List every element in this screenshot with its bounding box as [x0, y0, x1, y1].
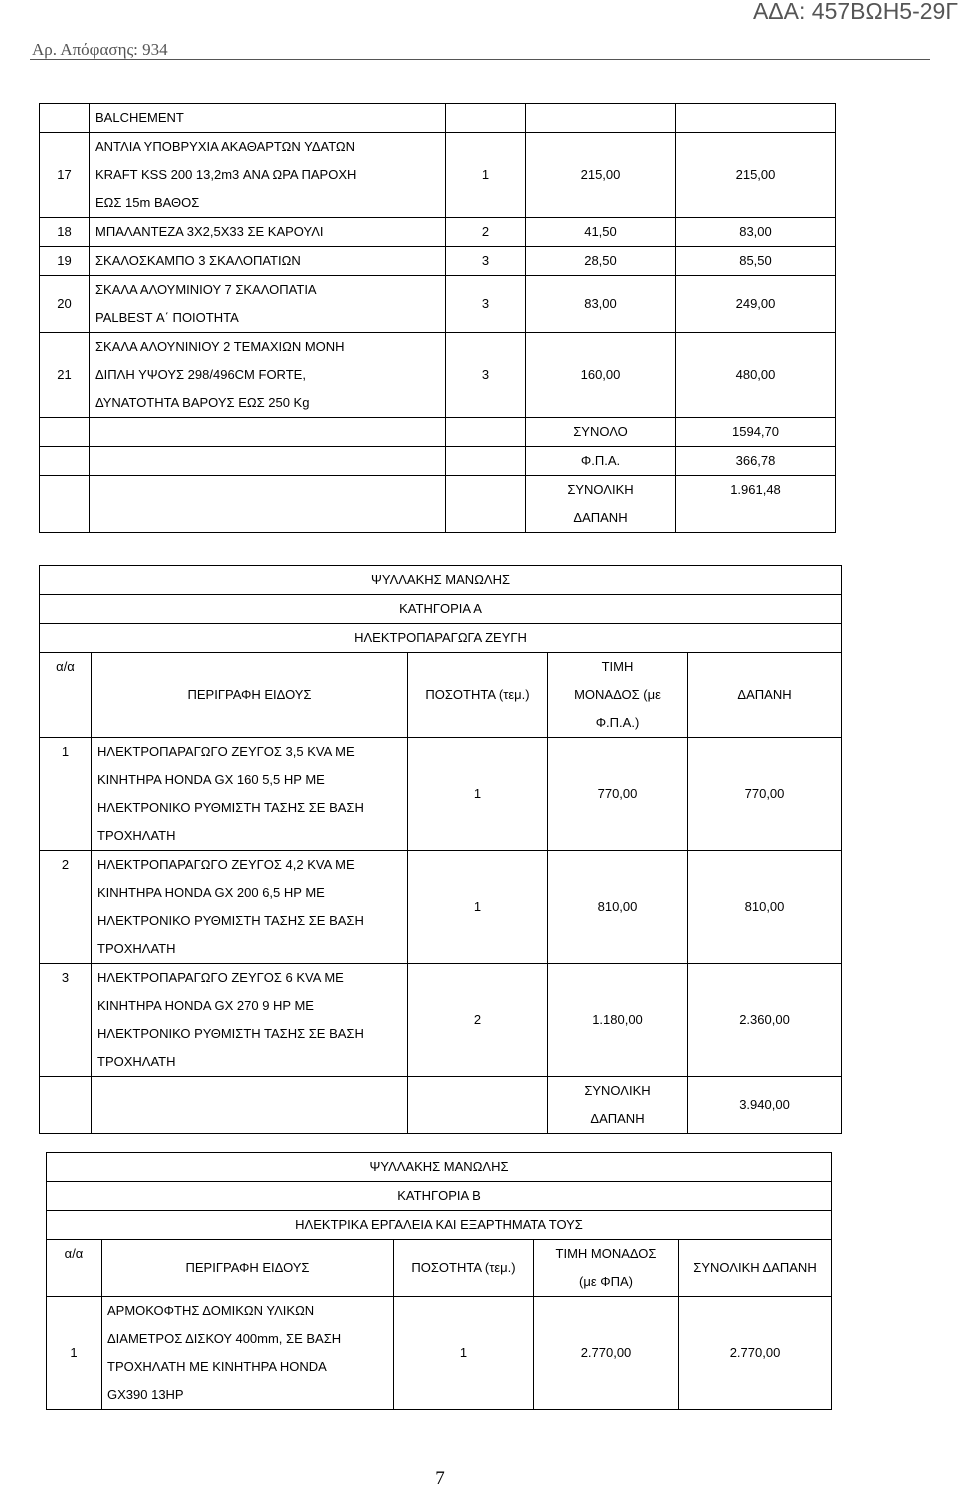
grand-total-spacer — [92, 1077, 408, 1134]
vat-label — [526, 447, 676, 476]
decision-number: Αρ. Απόφασης: 934 — [32, 40, 168, 59]
table-row — [47, 1297, 832, 1410]
item-total: 480,00 — [676, 333, 836, 418]
item-description-line: ΗΛΕΚΤΡΟΠΑΡΑΓΩΓΟ ΖΕΥΓΟΣ 6 KVA ΜΕ — [97, 970, 344, 985]
summary-spacer — [40, 418, 90, 447]
item-description-line: GX390 13HP — [107, 1387, 184, 1402]
item-unit-price: 41,50 — [526, 218, 676, 247]
item-unit-price: 215,00 — [526, 133, 676, 218]
table-row — [40, 133, 836, 218]
item-description-line: ΗΛΕΚΤΡΟΠΑΡΑΓΩΓΟ ΖΕΥΓΟΣ 3,5 KVA ΜΕ — [97, 744, 355, 759]
header-description: ΠΕΡΙΓΡΑΦΗ ΕΙΔΟΥΣ — [102, 1240, 394, 1297]
header-aa: α/α — [40, 653, 92, 738]
table-row — [40, 276, 836, 333]
item-description — [90, 218, 446, 247]
category-subject: ΗΛΕΚΤΡΟΠΑΡΑΓΩΓΑ ΖΕΥΓΗ — [40, 624, 842, 653]
item-total: 83,00 — [676, 218, 836, 247]
ada-code: ΑΔΑ: 457ΒΩΗ5-29Γ — [752, 0, 958, 24]
item-description-line: ΑΝΤΛΙΑ ΥΠΟΒΡΥΧΙΑ ΑΚΑΘΑΡΤΩΝ ΥΔΑΤΩΝ — [95, 139, 356, 154]
table-row — [40, 218, 836, 247]
summary-spacer — [446, 476, 526, 533]
summary-spacer — [40, 476, 90, 533]
header-divider — [30, 59, 930, 60]
grand-total — [40, 476, 836, 533]
item-description-line: ΔΙΑΜΕΤΡΟΣ ΔΙΣΚΟΥ 400mm, ΣΕ ΒΑΣΗ — [107, 1331, 342, 1346]
item-quantity: 1 — [408, 738, 548, 851]
item-number: 18 — [40, 218, 90, 247]
summary-spacer — [446, 447, 526, 476]
item-quantity: 2 — [446, 218, 526, 247]
item-description-line: ΗΛΕΚΤΡΟΝΙΚΟ ΡΥΘΜΙΣΤΗ ΤΑΣΗΣ ΣΕ ΒΑΣΗ — [97, 800, 364, 815]
item-unit-price: 770,00 — [548, 738, 688, 851]
table-row — [40, 964, 842, 1077]
vat — [40, 447, 836, 476]
item-description-line: ΣΚΑΛΑ ΑΛΟΥΜΙΝΙΟΥ 7 ΣΚΑΛΟΠΑΤΙΑ — [95, 282, 317, 297]
subtotal — [40, 418, 836, 447]
grand-total-value: 1.961,48 — [676, 476, 836, 533]
item-description-line: ΚΙΝΗΤΗΡΑ HONDA GX 270 9 HP ΜΕ — [97, 998, 314, 1013]
item-description-line: KRAFT KSS 200 13,2m3 ΑΝΑ ΩΡΑ ΠΑΡΟΧΗ — [95, 167, 357, 182]
item-description — [92, 851, 408, 964]
item-quantity: 1 — [394, 1297, 534, 1410]
summary-spacer — [446, 418, 526, 447]
item-total: 249,00 — [676, 276, 836, 333]
subtotal-value: 1594,70 — [676, 418, 836, 447]
item-description-line: PALBEST Α΄ ΠΟΙΟΤΗΤΑ — [95, 310, 239, 325]
item-description — [92, 738, 408, 851]
category-label: ΚΑΤΗΓΟΡΙΑ Β — [47, 1182, 832, 1211]
item-description-line: BALCHEMENT — [95, 110, 184, 125]
item-description — [90, 104, 446, 133]
item-description-line: ΔΥΝΑΤΟΤΗΤΑ ΒΑΡΟΥΣ ΕΩΣ 250 Kg — [95, 395, 310, 410]
header-unit-price — [548, 653, 688, 738]
items-table-3 — [46, 1152, 832, 1410]
grand-total-spacer — [408, 1077, 548, 1134]
table-row — [40, 333, 836, 418]
item-unit-price — [526, 104, 676, 133]
item-unit-price: 810,00 — [548, 851, 688, 964]
item-quantity — [446, 104, 526, 133]
item-total — [676, 104, 836, 133]
vat-value: 366,78 — [676, 447, 836, 476]
item-unit-price: 83,00 — [526, 276, 676, 333]
item-total: 215,00 — [676, 133, 836, 218]
items-table-2-body — [40, 738, 842, 1077]
item-number: 1 — [47, 1297, 102, 1410]
item-number: 1 — [40, 738, 92, 851]
summary-spacer — [40, 447, 90, 476]
category-label: ΚΑΤΗΓΟΡΙΑ Α — [40, 595, 842, 624]
subtotal-label-line: ΣΥΝΟΛΟ — [573, 424, 628, 439]
header-total: ΔΑΠΑΝΗ — [688, 653, 842, 738]
items-table-1-body — [40, 104, 836, 533]
item-total: 810,00 — [688, 851, 842, 964]
item-number: 2 — [40, 851, 92, 964]
item-description-line: ΤΡΟΧΗΛΑΤΗ — [97, 828, 176, 843]
item-total: 2.360,00 — [688, 964, 842, 1077]
item-number: 19 — [40, 247, 90, 276]
item-description-line: ΕΩΣ 15m ΒΑΘΟΣ — [95, 195, 200, 210]
item-description — [90, 276, 446, 333]
item-quantity: 1 — [408, 851, 548, 964]
item-description — [102, 1297, 394, 1410]
header-quantity: ΠΟΣΟΤΗΤΑ (τεμ.) — [408, 653, 548, 738]
grand-total-label-line: ΣΥΝΟΛΙΚΗ — [567, 482, 634, 497]
summary-spacer — [90, 447, 446, 476]
header-unit-price-line: (με ΦΠΑ) — [579, 1274, 633, 1289]
table-row — [40, 247, 836, 276]
item-quantity: 3 — [446, 333, 526, 418]
header-quantity: ΠΟΣΟΤΗΤΑ (τεμ.) — [394, 1240, 534, 1297]
item-unit-price: 1.180,00 — [548, 964, 688, 1077]
subtotal-label — [526, 418, 676, 447]
item-quantity: 3 — [446, 276, 526, 333]
item-number: 21 — [40, 333, 90, 418]
header-unit-price-line: ΜΟΝΑΔΟΣ (με — [574, 687, 661, 702]
item-description-line: ΚΙΝΗΤΗΡΑ HONDA GX 200 6,5 HP ΜΕ — [97, 885, 325, 900]
header-unit-price — [534, 1240, 679, 1297]
header-unit-price-line: ΤΙΜΗ — [601, 659, 634, 674]
item-unit-price: 160,00 — [526, 333, 676, 418]
table-row — [40, 104, 836, 133]
item-unit-price: 2.770,00 — [534, 1297, 679, 1410]
table-row — [40, 851, 842, 964]
grand-total-spacer — [40, 1077, 92, 1134]
item-description-line: ΣΚΑΛΟΣΚΑΜΠΟ 3 ΣΚΑΛΟΠΑΤΙΩΝ — [95, 253, 301, 268]
item-description-line: ΗΛΕΚΤΡΟΠΑΡΑΓΩΓΟ ΖΕΥΓΟΣ 4,2 KVA ΜΕ — [97, 857, 355, 872]
item-description-line: ΗΛΕΚΤΡΟΝΙΚΟ ΡΥΘΜΙΣΤΗ ΤΑΣΗΣ ΣΕ ΒΑΣΗ — [97, 913, 364, 928]
supplier-name: ΨΥΛΛΑΚΗΣ ΜΑΝΩΛΗΣ — [47, 1153, 832, 1182]
item-total: 2.770,00 — [679, 1297, 832, 1410]
header-aa: α/α — [47, 1240, 102, 1297]
item-total: 85,50 — [676, 247, 836, 276]
header-total: ΣΥΝΟΛΙΚΗ ΔΑΠΑΝΗ — [679, 1240, 832, 1297]
vat-label-line: Φ.Π.Α. — [580, 453, 621, 468]
item-number: 17 — [40, 133, 90, 218]
item-description-line: ΔΙΠΛΗ ΥΨΟΥΣ 298/496CM FORTE, — [95, 367, 306, 382]
item-number: 3 — [40, 964, 92, 1077]
header-unit-price-line: Φ.Π.Α.) — [595, 715, 640, 730]
grand-total-label-line: ΣΥΝΟΛΙΚΗ — [584, 1083, 651, 1098]
page-number: 7 — [435, 1468, 445, 1487]
item-number: 20 — [40, 276, 90, 333]
item-unit-price: 28,50 — [526, 247, 676, 276]
header-unit-price-line: ΤΙΜΗ ΜΟΝΑΔΟΣ — [555, 1246, 657, 1261]
item-description-line: ΚΙΝΗΤΗΡΑ HONDA GX 160 5,5 HP ΜΕ — [97, 772, 325, 787]
item-description-line: ΤΡΟΧΗΛΑΤΗ ΜΕ ΚΙΝΗΤΗΡΑ HONDA — [107, 1359, 327, 1374]
grand-total-label-line: ΔΑΠΑΝΗ — [573, 510, 628, 525]
supplier-name: ΨΥΛΛΑΚΗΣ ΜΑΝΩΛΗΣ — [40, 566, 842, 595]
item-description-line: ΗΛΕΚΤΡΟΝΙΚΟ ΡΥΘΜΙΣΤΗ ΤΑΣΗΣ ΣΕ ΒΑΣΗ — [97, 1026, 364, 1041]
item-total: 770,00 — [688, 738, 842, 851]
item-description — [90, 247, 446, 276]
item-description-line: ΑΡΜΟΚΟΦΤΗΣ ΔΟΜΙΚΩΝ ΥΛΙΚΩΝ — [107, 1303, 315, 1318]
item-description-line: ΤΡΟΧΗΛΑΤΗ — [97, 941, 176, 956]
items-table-1 — [39, 103, 836, 533]
grand-total-value: 3.940,00 — [688, 1077, 842, 1134]
grand-total-label-line: ΔΑΠΑΝΗ — [590, 1111, 645, 1126]
header-description: ΠΕΡΙΓΡΑΦΗ ΕΙΔΟΥΣ — [92, 653, 408, 738]
item-description — [92, 964, 408, 1077]
summary-spacer — [90, 418, 446, 447]
grand-total-label — [526, 476, 676, 533]
items-table-3-body — [47, 1297, 832, 1410]
item-number — [40, 104, 90, 133]
items-table-2 — [39, 565, 842, 1134]
item-quantity: 1 — [446, 133, 526, 218]
item-description-line: ΤΡΟΧΗΛΑΤΗ — [97, 1054, 176, 1069]
item-quantity: 2 — [408, 964, 548, 1077]
item-description-line: ΜΠΑΛΑΝΤΕΖΑ 3Χ2,5Χ33 ΣΕ ΚΑΡΟΥΛΙ — [95, 224, 324, 239]
item-description — [90, 333, 446, 418]
category-subject: ΗΛΕΚΤΡΙΚΑ ΕΡΓΑΛΕΙΑ ΚΑΙ ΕΞΑΡΤΗΜΑΤΑ ΤΟΥΣ — [47, 1211, 832, 1240]
table-row — [40, 738, 842, 851]
grand-total-label — [548, 1077, 688, 1134]
item-quantity: 3 — [446, 247, 526, 276]
summary-spacer — [90, 476, 446, 533]
item-description-line: ΣΚΑΛΑ ΑΛΟΥΝΙΝΙΟΥ 2 ΤΕΜΑΧΙΩΝ ΜΟΝΗ — [95, 339, 345, 354]
item-description — [90, 133, 446, 218]
